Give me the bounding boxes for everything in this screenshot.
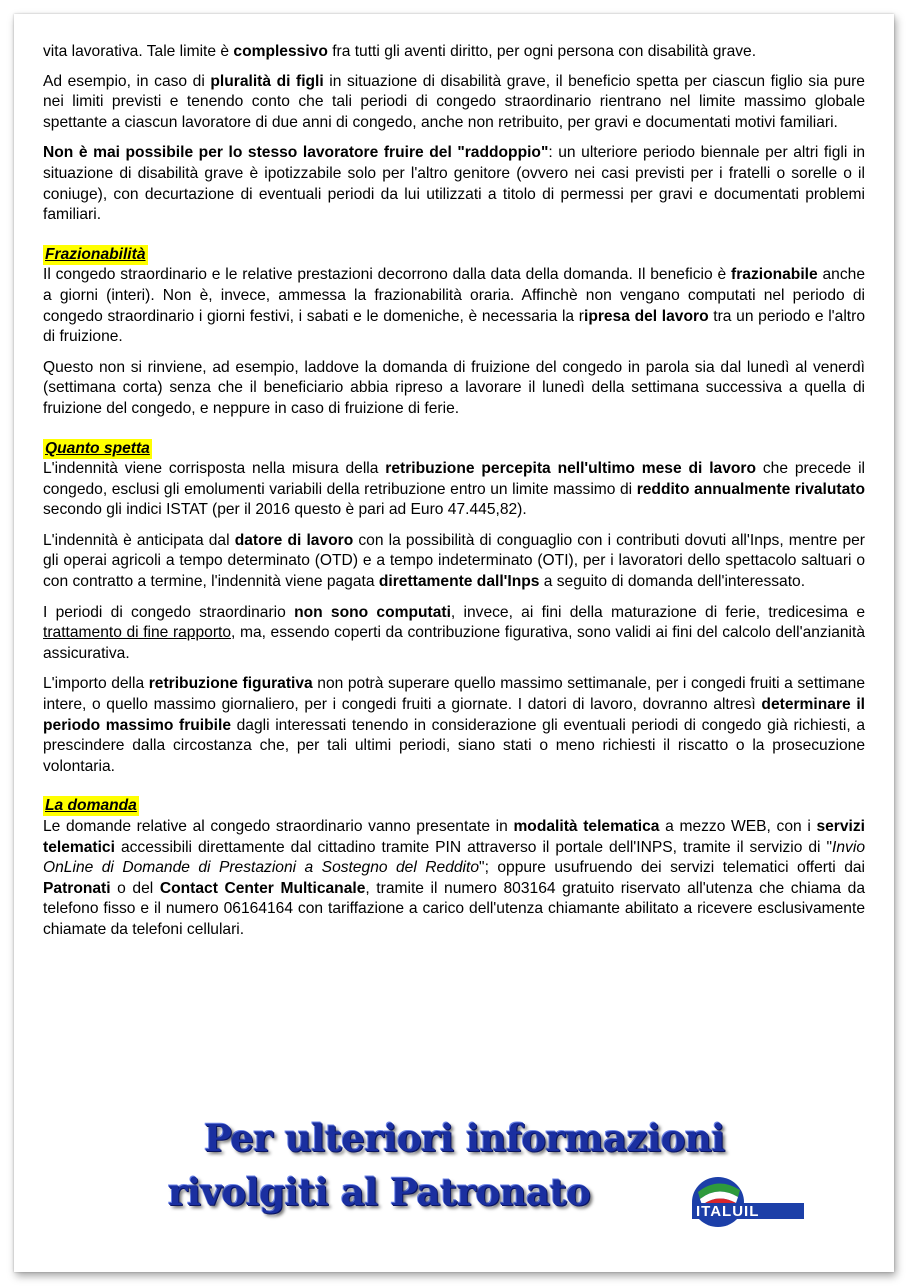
text-run: dagli interessati tenendo in considerazione gli eventuali periodi di congedo già richiesti, a prescindere dalla circostanza che, per tali ultimi periodi, siano stati o meno richiesti il riscatto o la prosecuzione volontaria. bbox=[43, 716, 865, 775]
text-run: o del bbox=[110, 879, 160, 897]
text-run: Il congedo straordinario e le relative prestazioni decorrono dalla data della domanda. Il beneficio è bbox=[43, 266, 732, 284]
text-run: L'indennità è anticipata dal bbox=[43, 531, 235, 549]
bold-text: Non è mai possibile per lo stesso lavoratore fruire del "raddoppio" bbox=[43, 144, 549, 162]
banner-line-2: rivolgiti al Patronato bbox=[168, 1170, 591, 1214]
bold-text: complessivo bbox=[233, 43, 328, 60]
quanto-spetta-paragraph-3 bbox=[43, 603, 865, 665]
bold-text: datore di lavoro bbox=[234, 531, 354, 549]
quanto-spetta-paragraph-4 bbox=[43, 674, 865, 777]
text-run: accessibili direttamente dal cittadino tramite PIN attraverso il portale dell'INPS, tramite il servizio di " bbox=[114, 838, 833, 856]
patronato-banner bbox=[14, 1110, 894, 1250]
section-quanto-spetta bbox=[43, 439, 865, 778]
bold-text: reddito annualmente rivalutato bbox=[636, 480, 865, 498]
text-run: L'importo della bbox=[43, 675, 149, 693]
intro-paragraph-3 bbox=[43, 143, 865, 225]
quanto-spetta-paragraph-1 bbox=[43, 459, 865, 521]
bold-text: modalità telematica bbox=[513, 818, 660, 835]
bold-text: retribuzione figurativa bbox=[148, 675, 313, 693]
text-run: Le domande relative al congedo straordinario vanno presentate in bbox=[43, 818, 514, 835]
document-page bbox=[14, 14, 894, 1272]
italuil-logo bbox=[684, 1170, 814, 1230]
text-run: anche a giorni (interi). Non è, invece, ammessa la frazionabilità oraria. Affinchè non vengano computati nel periodo di congedo straordinario i giorni festivi, i sabati e le domeniche, è necessaria la r bbox=[43, 266, 865, 325]
text-run: fra tutti gli aventi diritto, per ogni persona con disabilità grave. bbox=[327, 43, 757, 60]
frazionabilita-paragraph-1 bbox=[43, 265, 865, 347]
italic-text: Invio OnLine di Domande di Prestazioni a Sostegno del Reddito bbox=[43, 838, 865, 877]
text-run: I periodi di congedo straordinario bbox=[43, 603, 295, 621]
banner-line-1: Per ulteriori informazioni bbox=[204, 1116, 725, 1160]
text-run: : un ulteriore periodo biennale per altri figli in situazione di disabilità grave è ipotizzabile solo per l'altro genitore (ovvero nei casi previsti per i fratelli o sorelle o il coniuge), con decurtazione di eventuali periodi da lui utilizzati a titolo di permessi per gravi e documentati problemi familiari. bbox=[43, 144, 866, 224]
bold-text: pluralità di figli bbox=[210, 72, 324, 90]
section-title-quanto-spetta: Quanto spetta bbox=[45, 439, 150, 457]
underlined-text: trattamento di fine rapporto bbox=[43, 624, 232, 642]
text-run: , invece, ai fini della maturazione di ferie, tredicesima e bbox=[450, 603, 866, 621]
intro-paragraph-2 bbox=[43, 72, 865, 134]
text-run: L'indennità viene corrisposta nella misura della bbox=[43, 460, 386, 478]
section-la-domanda bbox=[43, 796, 865, 940]
bold-text: non sono computati bbox=[294, 603, 451, 621]
text-run: Questo non si rinviene, ad esempio, laddove la domanda di fruizione del congedo in parola sia dal lunedì al venerdì (settimana corta) senza che il beneficiario abbia ripreso a lavorare il lunedì della settimana successiva a quella di fruizione del congedo, e neppure in caso di fruizione di ferie. bbox=[43, 358, 865, 417]
bold-text: direttamente dall'Inps bbox=[378, 573, 540, 591]
logo-text: ITALUIL bbox=[696, 1203, 760, 1220]
text-run: vita lavorativa. Tale limite è bbox=[43, 43, 234, 60]
bold-text: frazionabile bbox=[731, 266, 818, 284]
section-title-la-domanda: La domanda bbox=[45, 797, 137, 815]
text-run: che precede il congedo, esclusi gli emolumenti variabili della retribuzione entro un limite massimo di bbox=[43, 460, 865, 498]
bold-text: servizi telematici bbox=[43, 818, 865, 856]
intro-paragraph-1 bbox=[43, 42, 865, 63]
text-run: a mezzo WEB, con i bbox=[659, 818, 817, 835]
section-frazionabilita bbox=[43, 245, 865, 420]
text-run: tra un periodo e l'altro di fruizione. bbox=[43, 307, 865, 346]
frazionabilita-paragraph-2 bbox=[43, 358, 865, 420]
text-run: in situazione di disabilità grave, il beneficio spetta per ciascun figlio sia pure nei limiti previsti e tenendo conto che tali periodi di congedo straordinario rientrano nel limite massimo globale spettante a ciascun lavoratore di due anni di congedo, anche non retribuito, per gravi e documentati motivi familiari. bbox=[43, 72, 865, 131]
section-title-frazionabilita: Frazionabilità bbox=[45, 245, 146, 263]
quanto-spetta-paragraph-2 bbox=[43, 531, 865, 593]
la-domanda-paragraph-1 bbox=[43, 817, 865, 941]
text-run: a seguito di domanda dell'interessato. bbox=[539, 573, 806, 591]
text-run: con la possibilità di conguaglio con i contributi dovuti all'Inps, mentre per gli operai agricoli a tempo determinato (OTD) e a tempo indeterminato (OTI), per i lavoratori dello spettacolo saltuari o con contratto a termine, l'indennità viene pagata bbox=[43, 531, 865, 591]
text-run: , ma, essendo coperti da contribuzione figurativa, sono validi ai fini del calcolo dell'anzianità assicurativa. bbox=[43, 624, 866, 662]
bold-text: Contact Center Multicanale bbox=[159, 879, 366, 897]
text-run: Ad esempio, in caso di bbox=[43, 72, 211, 90]
bold-text: determinare il periodo massimo fruibile bbox=[43, 696, 866, 734]
text-run: non potrà superare quello massimo settimanale, per i congedi fruiti a settimane intere, o quello massimo giornaliero, per i congedi fruiti a giornate. I datori di lavoro, dovranno altresì bbox=[43, 675, 865, 714]
text-run: secondo gli indici ISTAT (per il 2016 questo è pari ad Euro 47.445,82). bbox=[43, 501, 527, 519]
bold-text: retribuzione percepita nell'ultimo mese di lavoro bbox=[385, 460, 757, 478]
text-run: "; oppure usufruendo dei servizi telematici offerti dai bbox=[479, 859, 866, 877]
text-run: , tramite il numero 803164 gratuito riservato all'utenza che chiama da telefono fisso e il numero 06164164 con tariffazione a carico dell'utenza chiamante abilitato a ricevere esclusivamente chiamate da telefoni cellulari. bbox=[43, 879, 866, 938]
bold-text: Patronati bbox=[43, 879, 111, 897]
bold-text: ipresa del lavoro bbox=[583, 307, 709, 325]
document-body bbox=[43, 42, 865, 951]
